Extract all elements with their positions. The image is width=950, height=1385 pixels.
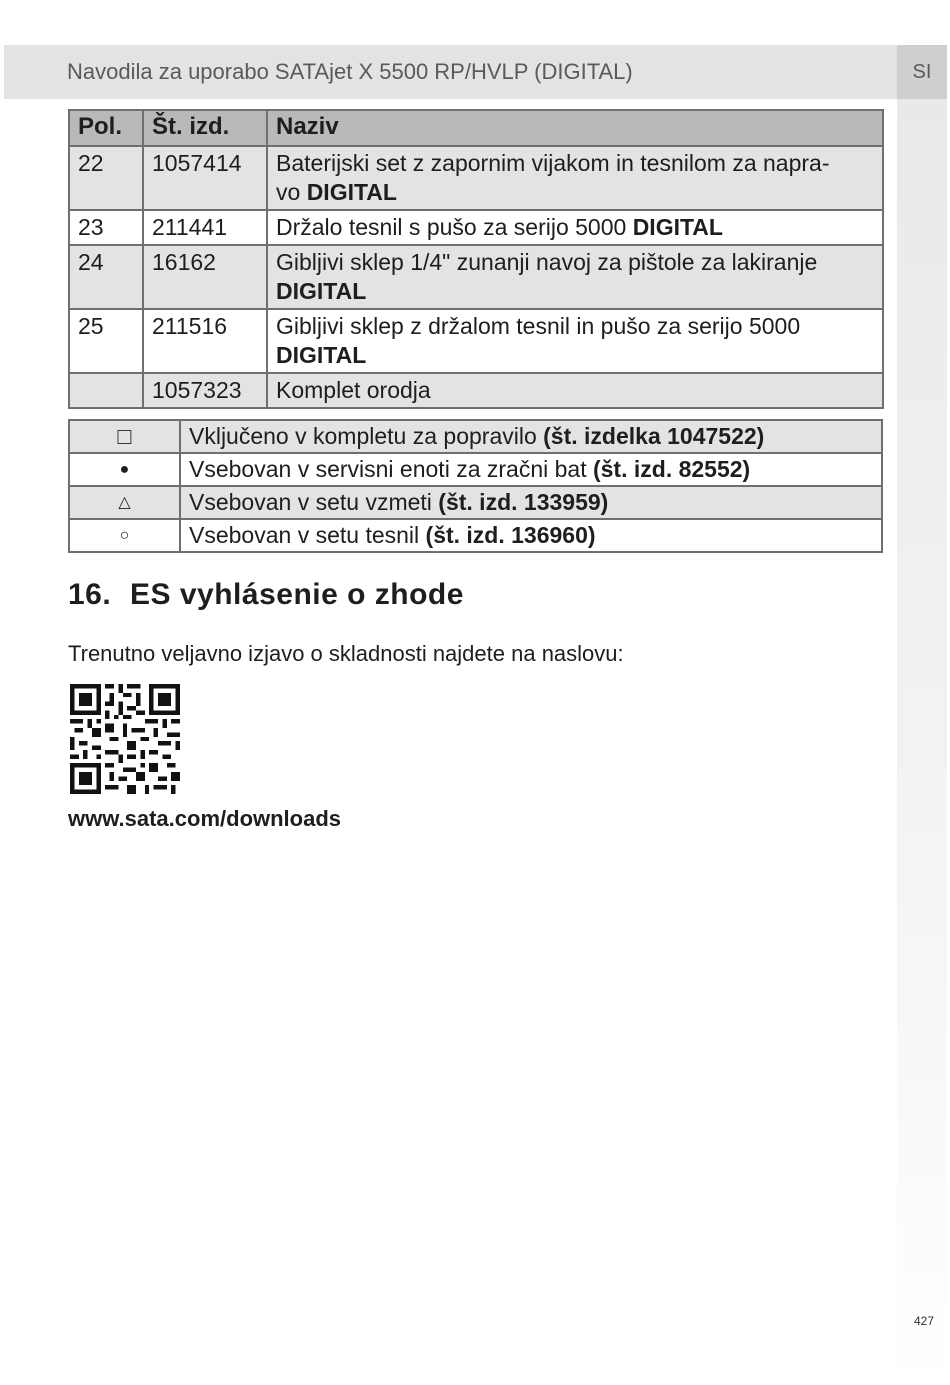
legend-text: Vsebovan v setu vzmeti (št. izd. 133959) (180, 486, 882, 519)
document-title: Navodila za uporabo SATAjet X 5500 RP/HVLP (DIGITAL) (67, 59, 633, 84)
pos-cell: 22 (69, 146, 143, 210)
table-row (69, 146, 883, 210)
square-outline-icon: □ (69, 420, 180, 453)
legend-reference: (št. izdelka 1047522) (543, 423, 765, 449)
pos-cell: 25 (69, 309, 143, 373)
table-row (69, 210, 883, 245)
triangle-outline-icon: △ (69, 486, 180, 519)
section-heading (68, 578, 464, 612)
art-cell: 211516 (143, 309, 267, 373)
parts-table (68, 109, 884, 409)
circle-outline-icon: ○ (69, 519, 180, 552)
legend-text: Vključeno v kompletu za popravilo (št. izdelka 1047522) (180, 420, 882, 453)
legend-reference: (št. izd. 133959) (438, 489, 609, 515)
name-text: Gibljivi sklep 1/4" zunanji navoj za pištole za lakiranje (276, 249, 818, 275)
digital-label: DIGITAL (632, 214, 723, 240)
qr-code-icon (70, 684, 180, 794)
legend-text: Vsebovan v servisni enoti za zračni bat (št. izd. 82552) (180, 453, 882, 486)
name-cell (267, 373, 883, 408)
column-header-art: Št. izd. (143, 110, 267, 146)
page-number: 427 (914, 1314, 935, 1328)
art-cell: 1057323 (143, 373, 267, 408)
column-header-name: Naziv (267, 110, 883, 146)
name-text: Komplet orodja (276, 377, 431, 403)
section-number: 16. (68, 578, 112, 611)
legend-row (69, 519, 882, 552)
art-cell: 211441 (143, 210, 267, 245)
legend-text: Vsebovan v setu tesnil (št. izd. 136960) (180, 519, 882, 552)
legend-row (69, 453, 882, 486)
art-cell: 1057414 (143, 146, 267, 210)
column-header-pos: Pol. (69, 110, 143, 146)
table-row (69, 245, 883, 309)
legend-table (68, 419, 883, 553)
name-text: Baterijski set z zapornim vijakom in tesnilom za napra- (276, 150, 830, 176)
table-row (69, 309, 883, 373)
section-title: ES vyhlásenie o zhode (130, 578, 464, 611)
filled-dot-icon: ● (69, 453, 180, 486)
pos-cell: 23 (69, 210, 143, 245)
digital-label: DIGITAL (306, 179, 397, 205)
legend-row (69, 420, 882, 453)
pos-cell (69, 373, 143, 408)
section-body-text: Trenutno veljavno izjavo o skladnosti najdete na naslovu: (68, 641, 624, 666)
legend-row (69, 486, 882, 519)
name-cell (267, 309, 883, 373)
digital-label: DIGITAL (276, 278, 367, 304)
download-url: www.sata.com/downloads (68, 806, 342, 831)
name-text-continued: vo (276, 179, 307, 205)
name-cell (267, 245, 883, 309)
language-tab: SI (897, 45, 947, 99)
art-cell: 16162 (143, 245, 267, 309)
legend-reference: (št. izd. 82552) (592, 456, 751, 482)
table-row (69, 373, 883, 408)
digital-label: DIGITAL (276, 342, 367, 368)
side-margin-strip (897, 99, 947, 1385)
table-header-row (69, 110, 883, 146)
name-cell (267, 210, 883, 245)
name-cell (267, 146, 883, 210)
name-text: Držalo tesnil s pušo za serijo 5000 (276, 214, 633, 240)
legend-reference: (št. izd. 136960) (425, 522, 596, 548)
name-text: Gibljivi sklep z držalom tesnil in pušo za serijo 5000 (276, 313, 801, 339)
pos-cell: 24 (69, 245, 143, 309)
